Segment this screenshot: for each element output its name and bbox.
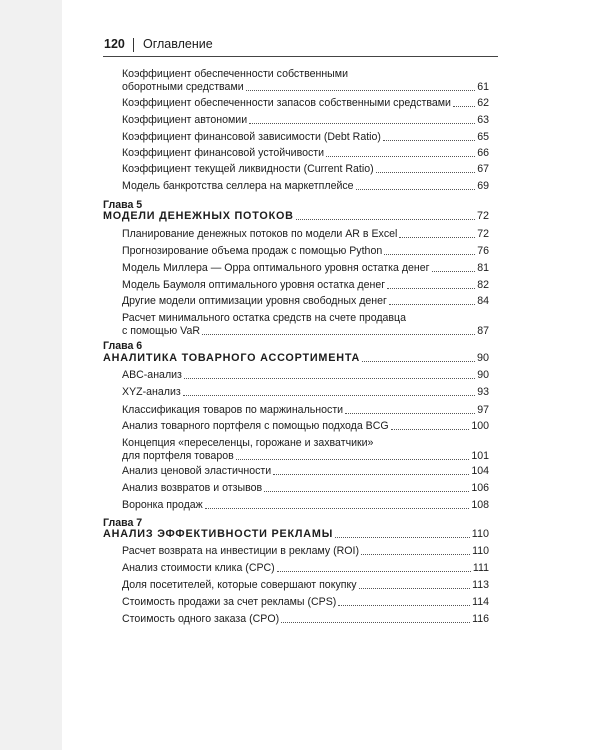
- toc-entry[interactable]: [122, 262, 489, 275]
- leader-dots: [264, 491, 469, 492]
- leader-dots: [356, 189, 476, 190]
- toc-entry[interactable]: [122, 465, 489, 478]
- toc-entry[interactable]: [122, 180, 489, 193]
- toc-entry-page: 97: [477, 404, 489, 416]
- leader-dots: [399, 237, 475, 238]
- toc-entry-page: 106: [471, 482, 489, 494]
- leader-dots: [202, 334, 475, 335]
- toc-entry-page: 62: [477, 97, 489, 109]
- toc-entry-text: Коэффициент обеспеченности запасов собственными средствами: [122, 97, 451, 109]
- toc-entry-text: Модель Миллера — Орра оптимального уровня остатка денег: [122, 262, 430, 274]
- leader-dots: [383, 140, 475, 141]
- toc-entry[interactable]: [122, 295, 489, 308]
- chapter-title: АНАЛИЗ ЭФФЕКТИВНОСТИ РЕКЛАМЫ: [103, 528, 334, 540]
- chapter-label: Глава 6: [103, 340, 143, 352]
- toc-entry[interactable]: [122, 245, 489, 258]
- toc-entry-page: 104: [471, 465, 489, 477]
- toc-entry[interactable]: [122, 68, 489, 94]
- leader-dots: [326, 156, 475, 157]
- toc-entry[interactable]: [122, 420, 489, 433]
- toc-entry-text: Анализ возвратов и отзывов: [122, 482, 263, 494]
- toc-entry-text: Расчет возврата на инвестиции в рекламу (ROI): [122, 545, 360, 557]
- toc-entry-text: Модель Баумоля оптимального уровня остатка денег: [122, 279, 386, 291]
- toc-entry-page: 93: [477, 386, 489, 398]
- toc-entry-text: Коэффициент автономии: [122, 114, 248, 126]
- toc-entry[interactable]: [122, 562, 489, 575]
- page-number: 120: [104, 37, 125, 51]
- toc-entry[interactable]: [122, 97, 489, 110]
- chapter-label: Глава 5: [103, 199, 143, 211]
- toc-entry-text: Классификация товаров по маржинальности: [122, 404, 344, 416]
- leader-dots: [277, 571, 471, 572]
- chapter-page: 72: [476, 210, 489, 222]
- toc-entry-text: ABC-анализ: [122, 369, 182, 381]
- toc-entry-text: с помощью VaR: [122, 325, 200, 337]
- toc-entry-text: для портфеля товаров: [122, 450, 234, 462]
- toc-entry-text: Анализ товарного портфеля с помощью подхода BCG: [122, 420, 389, 432]
- toc-entry[interactable]: [122, 404, 489, 417]
- leader-dots: [335, 537, 470, 538]
- toc-entry-page: 84: [477, 295, 489, 307]
- leader-dots: [362, 361, 475, 362]
- leader-dots: [453, 106, 475, 107]
- leader-dots: [246, 90, 476, 91]
- toc-entry-page: 65: [477, 131, 489, 143]
- chapter-title: МОДЕЛИ ДЕНЕЖНЫХ ПОТОКОВ: [103, 210, 294, 222]
- leader-dots: [236, 459, 470, 460]
- toc-entry[interactable]: [122, 613, 489, 626]
- toc-entry-page: 67: [477, 163, 489, 175]
- toc-entry[interactable]: [122, 228, 489, 241]
- header-title: Оглавление: [143, 37, 213, 51]
- toc-entry[interactable]: [122, 499, 489, 512]
- leader-dots: [432, 271, 476, 272]
- toc-entry-text: Модель банкротства селлера на маркетплейсе: [122, 180, 354, 192]
- leader-dots: [387, 288, 475, 289]
- toc-entry-page: 63: [477, 114, 489, 126]
- toc-entry-page: 87: [477, 325, 489, 337]
- chapter-label: Глава 7: [103, 517, 143, 529]
- toc-entry-text: Другие модели оптимизации уровня свободных денег: [122, 295, 387, 307]
- toc-entry-line1: Концепция «переселенцы, горожане и захватчики»: [122, 437, 374, 449]
- toc-entry-page: 82: [477, 279, 489, 291]
- toc-entry-page: 66: [477, 147, 489, 159]
- toc-entry-text: Анализ стоимости клика (CPC): [122, 562, 275, 574]
- toc-entry[interactable]: [122, 437, 489, 463]
- toc-entry[interactable]: [122, 131, 489, 144]
- leader-dots: [249, 123, 475, 124]
- toc-entry[interactable]: [122, 579, 489, 592]
- toc-entry-page: 114: [472, 596, 489, 608]
- chapter-page: 90: [476, 352, 489, 364]
- toc-entry-text: Стоимость одного заказа (CPO): [122, 613, 280, 625]
- toc-entry-page: 76: [477, 245, 489, 257]
- toc-entry-page: 72: [477, 228, 489, 240]
- toc-entry-page: 101: [471, 450, 489, 462]
- toc-entry-page: 100: [471, 420, 489, 432]
- toc-entry-page: 61: [477, 81, 489, 93]
- toc-entry-text: Коэффициент финансовой устойчивости: [122, 147, 325, 159]
- toc-entry-text: оборотными средствами: [122, 81, 244, 93]
- toc-entry-text: Коэффициент финансовой зависимости (Debt Ratio): [122, 131, 381, 143]
- leader-dots: [361, 554, 470, 555]
- toc-entry-text: XYZ-анализ: [122, 386, 181, 398]
- leader-dots: [183, 395, 475, 396]
- chapter-title-entry[interactable]: [103, 528, 489, 541]
- toc-entry[interactable]: [122, 279, 489, 292]
- chapter-title-entry[interactable]: [103, 352, 489, 365]
- toc-entry-line1: Расчет минимального остатка средств на счете продавца: [122, 312, 407, 324]
- chapter-title-entry[interactable]: [103, 210, 489, 223]
- toc-entry[interactable]: [122, 114, 489, 127]
- toc-entry-text: Прогнозирование объема продаж с помощью Python: [122, 245, 383, 257]
- toc-entry-page: 116: [472, 613, 489, 625]
- chapter-page: 110: [471, 528, 489, 540]
- toc-entry-text: Коэффициент текущей ликвидности (Current Ratio): [122, 163, 374, 175]
- toc-entry[interactable]: [122, 312, 489, 338]
- chapter-title: АНАЛИТИКА ТОВАРНОГО АССОРТИМЕНТА: [103, 352, 361, 364]
- toc-entry[interactable]: [122, 163, 489, 176]
- leader-dots: [281, 622, 470, 623]
- leader-dots: [376, 172, 476, 173]
- leader-dots: [296, 219, 475, 220]
- toc-entry-page: 69: [477, 180, 489, 192]
- toc-entry-text: Стоимость продажи за счет рекламы (CPS): [122, 596, 337, 608]
- leader-dots: [273, 474, 469, 475]
- toc-entry[interactable]: [122, 369, 489, 382]
- toc-entry-page: 81: [477, 262, 489, 274]
- toc-entry[interactable]: [122, 545, 489, 558]
- leader-dots: [345, 413, 475, 414]
- toc-entry-page: 113: [472, 579, 489, 591]
- toc-entry-line1: Коэффициент обеспеченности собственными: [122, 68, 348, 80]
- leader-dots: [338, 605, 470, 606]
- toc-entry-text: Анализ ценовой эластичности: [122, 465, 272, 477]
- toc-entry-text: Доля посетителей, которые совершают покупку: [122, 579, 357, 591]
- toc-entry-page: 108: [471, 499, 489, 511]
- toc-entry-text: Планирование денежных потоков по модели AR в Excel: [122, 228, 398, 240]
- leader-dots: [384, 254, 475, 255]
- toc-entry[interactable]: [122, 386, 489, 399]
- toc-entry[interactable]: [122, 482, 489, 495]
- toc-entry-text: Воронка продаж: [122, 499, 203, 511]
- leader-dots: [184, 378, 475, 379]
- leader-dots: [205, 508, 470, 509]
- toc-entry[interactable]: [122, 596, 489, 609]
- toc-entry[interactable]: [122, 147, 489, 160]
- leader-dots: [391, 429, 470, 430]
- leader-dots: [359, 588, 471, 589]
- toc-entry-page: 90: [477, 369, 489, 381]
- toc-entry-page: 111: [472, 562, 489, 574]
- toc-entry-page: 110: [472, 545, 489, 557]
- leader-dots: [389, 304, 475, 305]
